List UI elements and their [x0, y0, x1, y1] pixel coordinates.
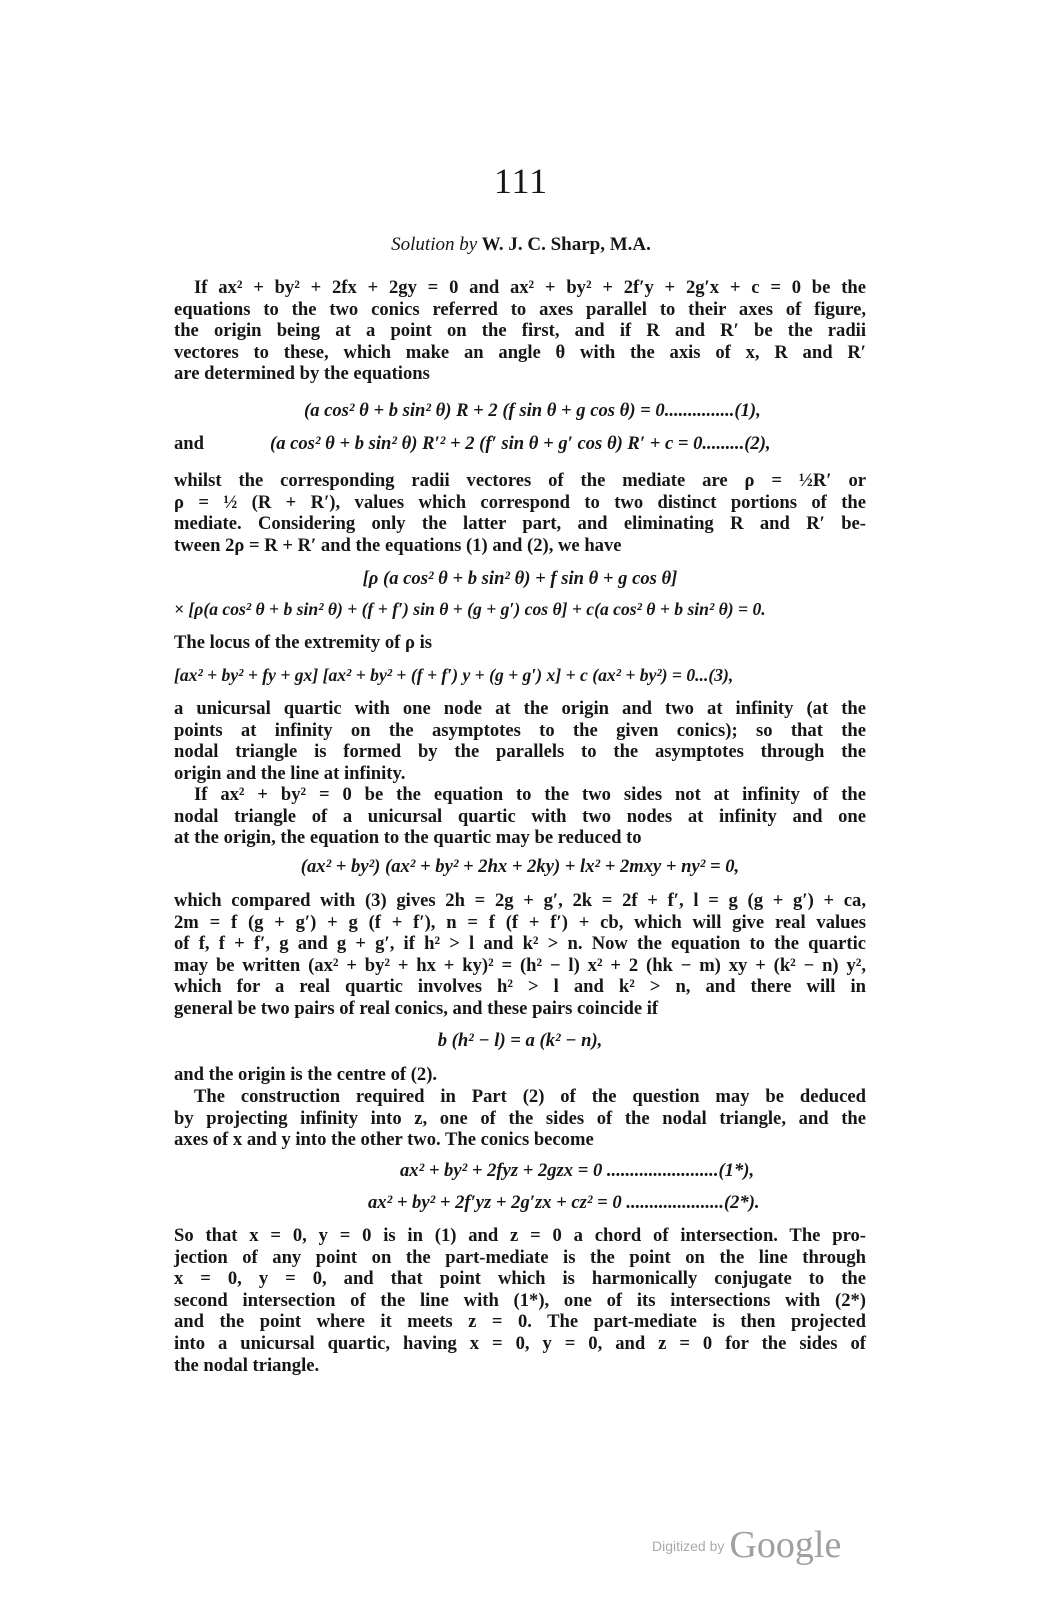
text-line: second intersection of the line with (1*), one of its intersections with (2*): [174, 1289, 866, 1311]
equation-2: (a cos² θ + b sin² θ) R′² + 2 (f′ sin θ + g′ cos θ) R′ + c = 0.........(2),: [270, 433, 771, 454]
paragraph-projection: [174, 1225, 866, 1376]
equation-quartic: (ax² + by²) (ax² + by² + 2hx + 2ky) + lx² + 2mxy + ny² = 0,: [300, 856, 740, 877]
text-line: equations to the two conics referred to axes parallel to their axes of figure,: [174, 298, 866, 320]
text-line: nodal triangle of a unicursal quartic with two nodes at infinity and one: [174, 805, 866, 827]
text-line: which for a real quartic involves h² > l and k² > n, and there will in: [174, 976, 866, 998]
text-line: general be two pairs of real conics, and these pairs coincide if: [174, 997, 659, 1019]
equation-2-star: ax² + by² + 2f′yz + 2g′zx + cz² = 0 .....................(2*).: [368, 1192, 760, 1213]
paragraph-locus: [174, 632, 866, 654]
text-line: the origin being at a point on the first, and if R and R′ be the radii: [174, 320, 866, 342]
text-line: a unicursal quartic with one node at the origin and two at infinity (at the: [174, 698, 866, 719]
page-number: 111: [493, 161, 549, 201]
text-line: are determined by the equations: [174, 363, 430, 385]
paragraph-mediate: [174, 470, 866, 556]
text-line: and the origin is the centre of (2).: [174, 1064, 438, 1085]
paragraph-centre: [174, 1064, 866, 1086]
text-line: So that x = 0, y = 0 is in (1) and z = 0 a chord of intersection. The pro-: [174, 1225, 866, 1246]
text-line: and the point where it meets z = 0. The part-mediate is then projected: [174, 1311, 866, 1333]
solution-byline: [0, 234, 1042, 256]
text-line: tween 2ρ = R + R′ and the equations (1) and (2), we have: [174, 534, 622, 556]
text-line: x = 0, y = 0, and that point which is harmonically conjugate to the: [174, 1268, 866, 1290]
text-line: into a unicursal quartic, having x = 0, y = 0, and z = 0 for the sides of: [174, 1332, 866, 1354]
text-line: origin and the line at infinity.: [174, 762, 406, 784]
digitized-label: Digitized by: [652, 1538, 725, 1554]
equation-3a: [ρ (a cos² θ + b sin² θ) + f sin θ + g cos θ]: [362, 568, 678, 589]
text-line: at the origin, the equation to the quartic may be reduced to: [174, 827, 642, 849]
text-line: which compared with (3) gives 2h = 2g + g′, 2k = 2f + f′, l = g (g + g′) + ca,: [174, 890, 866, 911]
digitized-by-google-watermark: [652, 1523, 841, 1567]
text-line: jection of any point on the part-mediate is the point on the line through: [174, 1246, 866, 1268]
paragraph-intro: [174, 277, 866, 385]
equation-2-label: and: [174, 433, 204, 454]
text-line: axes of x and y into the other two. The conics become: [174, 1129, 594, 1151]
paragraph-comparison: [174, 890, 866, 1020]
text-line: the nodal triangle.: [174, 1354, 320, 1376]
text-line: mediate. Considering only the latter part, and eliminating R and R′ be-: [174, 513, 866, 535]
text-line: nodal triangle is formed by the parallels to the asymptotes through the: [174, 741, 866, 763]
text-line: points at infinity on the asymptotes to the given conics); so that the: [174, 719, 866, 741]
text-line: vectores to these, which make an angle θ with the axis of x, R and R′: [174, 341, 866, 363]
equation-coincide: b (h² − l) = a (k² − n),: [437, 1030, 603, 1051]
text-line: The locus of the extremity of ρ is: [174, 632, 432, 653]
byline-prefix: Solution by: [391, 234, 478, 255]
text-line: 2m = f (g + g′) + g (f + f′), n = f (f + f′) + cb, which will give real values: [174, 911, 866, 933]
text-line: ρ = ½ (R + R′), values which correspond to two distinct portions of the: [174, 491, 866, 513]
text-line: If ax² + by² + 2fx + 2gy = 0 and ax² + by² + 2f′y + 2g′x + c = 0 be the: [194, 277, 866, 298]
byline-author: W. J. C. Sharp, M.A.: [481, 234, 651, 255]
text-line: by projecting infinity into z, one of the sides of the nodal triangle, and the: [174, 1107, 866, 1129]
text-line: whilst the corresponding radii vectores of the mediate are ρ = ½R′ or: [174, 470, 866, 491]
paragraph-construction: [174, 1086, 866, 1151]
text-line: The construction required in Part (2) of the question may be deduced: [194, 1086, 866, 1107]
paragraph-unicursal: [174, 698, 866, 784]
equation-3b: × [ρ(a cos² θ + b sin² θ) + (f + f′) sin θ + (g + g′) cos θ] + c(a cos² θ + b sin² θ) = 0.: [174, 599, 766, 619]
text-line: may be written (ax² + by² + hx + ky)² = (h² − l) x² + 2 (hk − m) xy + (k² − n) y²,: [174, 954, 866, 976]
text-line: If ax² + by² = 0 be the equation to the two sides not at infinity of the: [194, 784, 866, 805]
paragraph-nodal-triangle: [174, 784, 866, 849]
equation-locus-3: [ax² + by² + fy + gx] [ax² + by² + (f + f′) y + (g + g′) x] + c (ax² + by²) = 0...(3),: [174, 665, 734, 685]
google-logo: Google: [729, 1524, 842, 1566]
text-line: of f, f + f′, g and g + g′, if h² > l and k² > n. Now the equation to the quartic: [174, 933, 866, 955]
equation-1-star: ax² + by² + 2fyz + 2gzx = 0 ........................(1*),: [400, 1160, 755, 1181]
equation-1: (a cos² θ + b sin² θ) R + 2 (f sin θ + g cos θ) = 0...............(1),: [304, 400, 761, 421]
